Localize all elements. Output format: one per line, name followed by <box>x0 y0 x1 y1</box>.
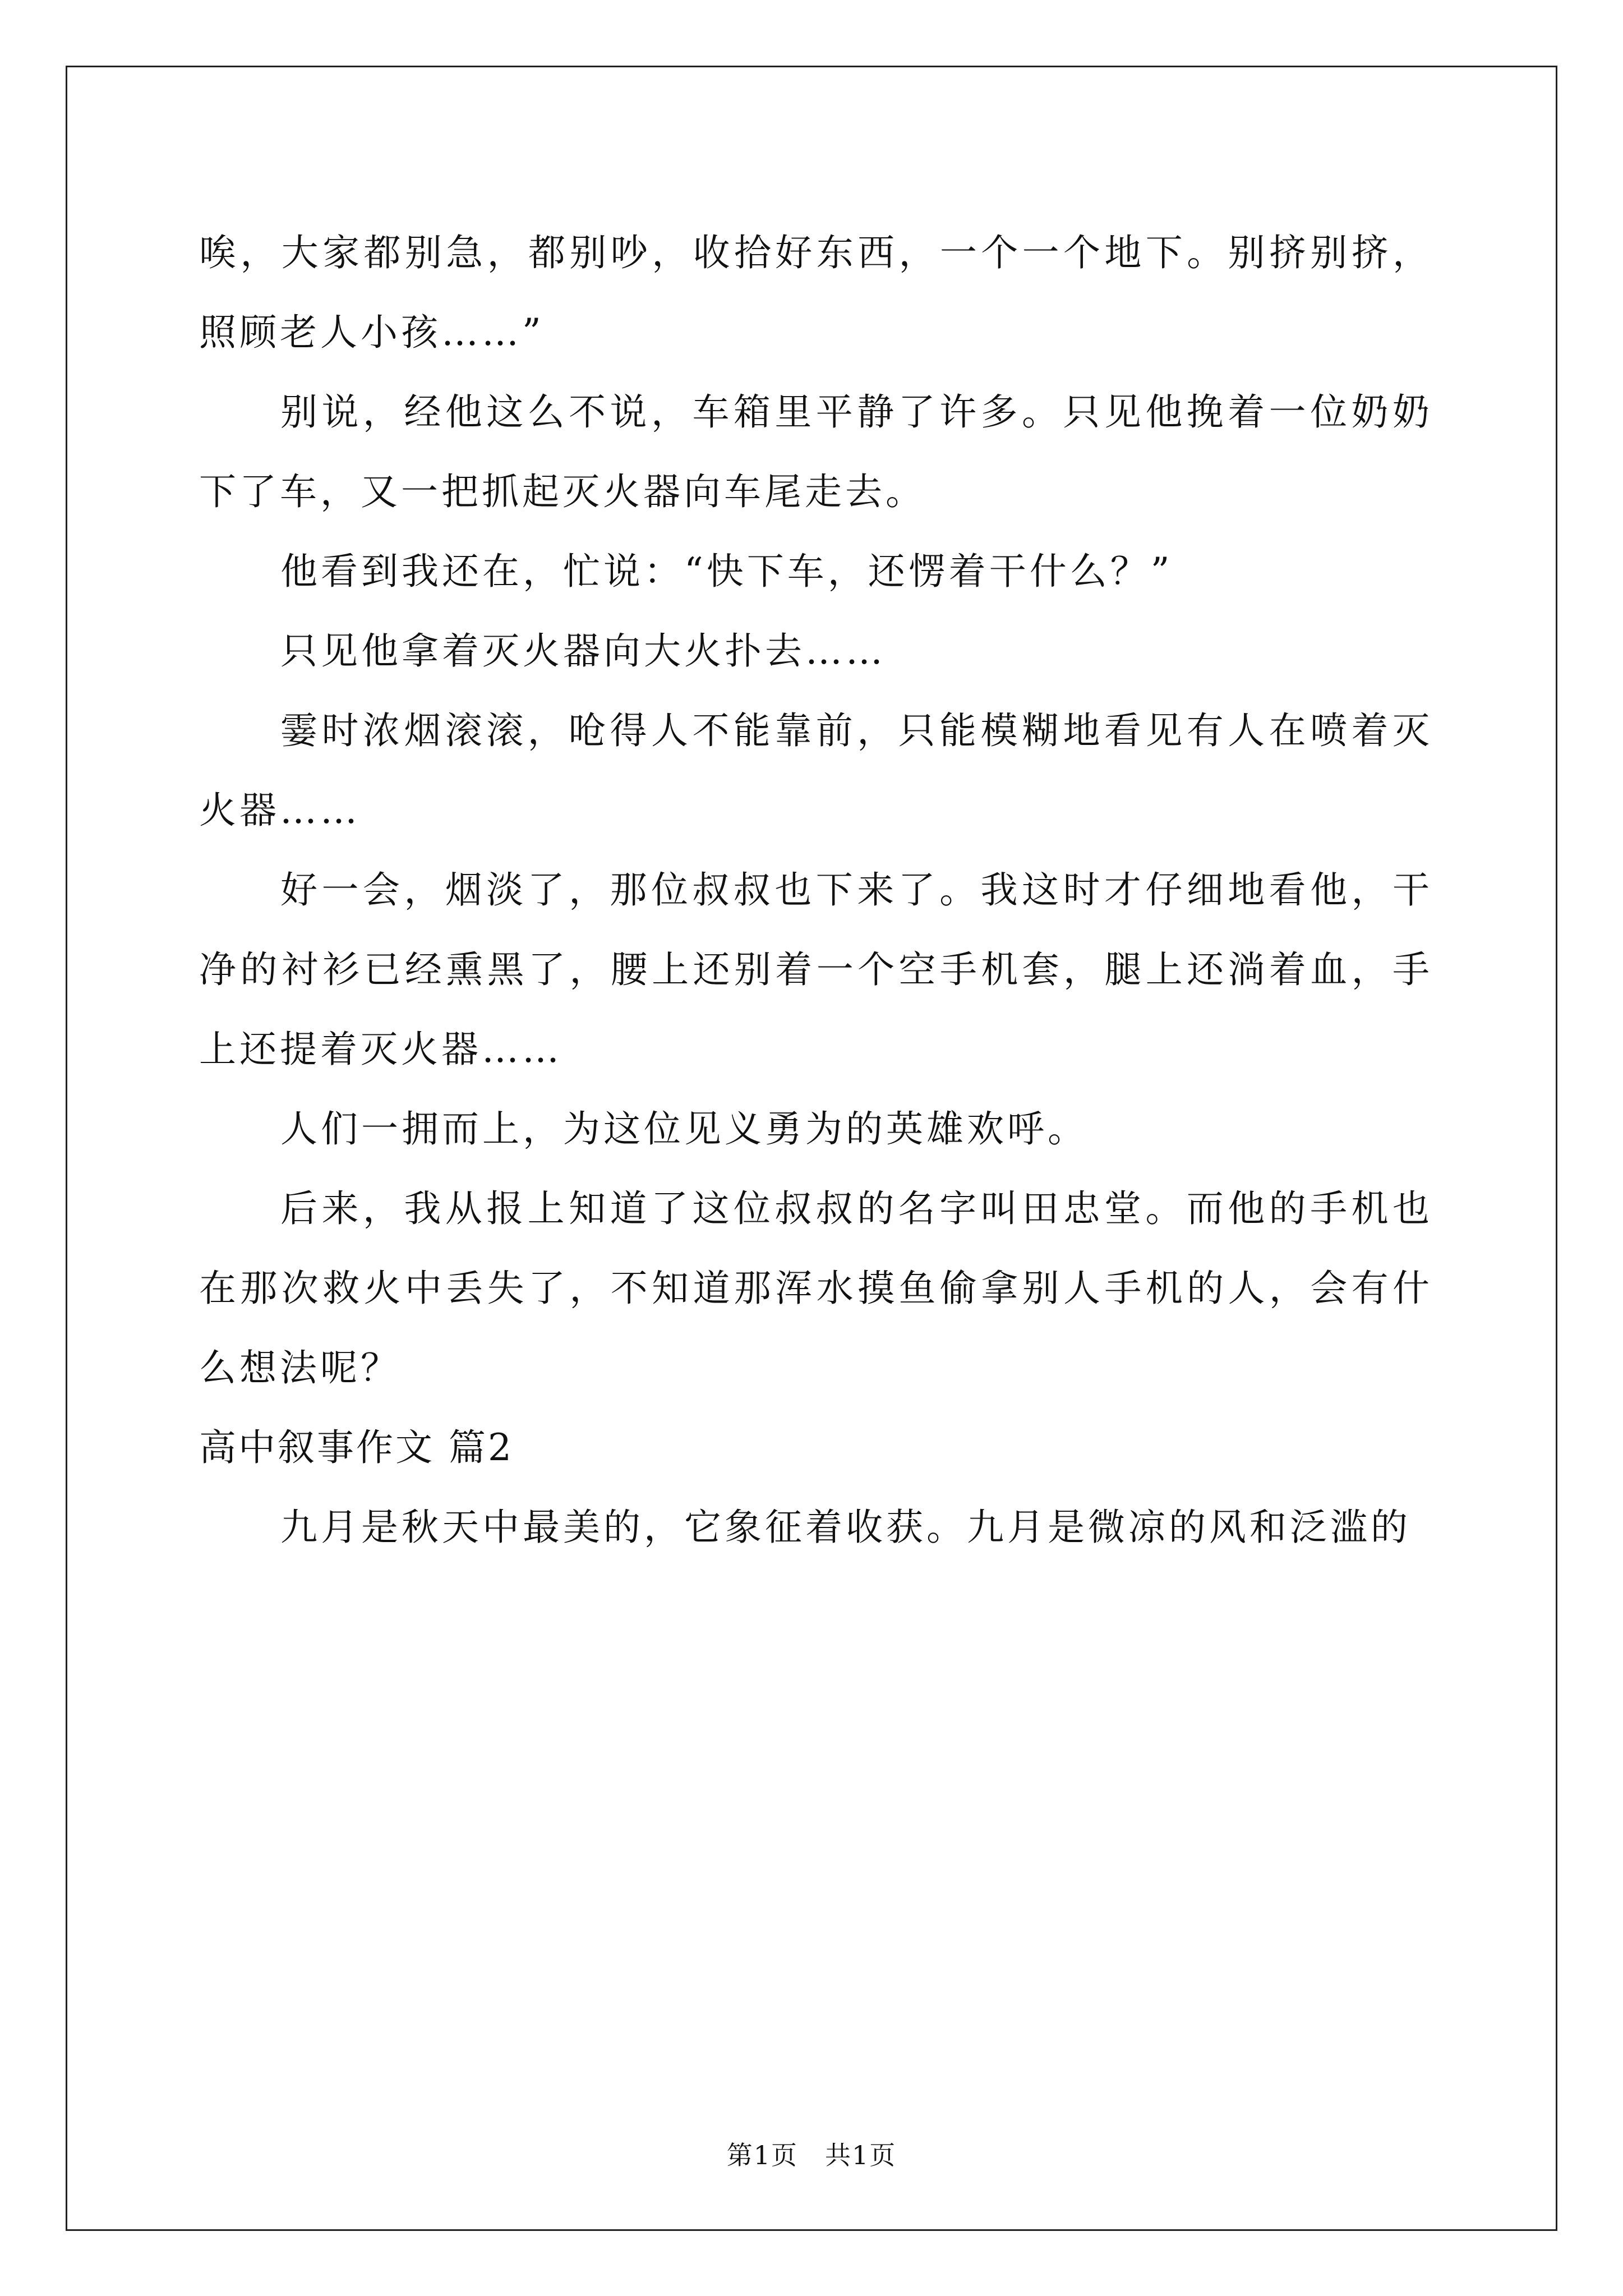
paragraph-5: 霎时浓烟滚滚，呛得人不能靠前，只能模糊地看见有人在喷着灭火器…… <box>199 709 1433 832</box>
paragraph-6: 好一会，烟淡了，那位叔叔也下来了。我这时才仔细地看他，干净的衬衫已经熏黑了，腰上还别着一个空手机套，腿上还淌着血，手上还提着灭火器…… <box>199 868 1433 1071</box>
page-footer: 第1页 共1页 <box>726 2140 897 2170</box>
paragraph-4: 只见他拿着灭火器向大火扑去…… <box>280 629 886 673</box>
paragraph-2: 别说，经他这么不说，车箱里平静了许多。只见他挽着一位奶奶下了车，又一把抓起灭火器向车尾走去。 <box>199 390 1433 513</box>
paragraph-7: 人们一拥而上，为这位见义勇为的英雄欢呼。 <box>280 1107 1088 1151</box>
paragraph-3: 他看到我还在，忙说：“快下车，还愣着干什么？” <box>280 550 1173 593</box>
section-heading: 高中叙事作文 篇2 <box>199 1426 514 1469</box>
paragraph-8: 后来，我从报上知道了这位叔叔的名字叫田忠堂。而他的手机也在那次救火中丢失了，不知道那浑水摸鱼偷拿别人手机的人，会有什么想法呢？ <box>199 1187 1433 1389</box>
document-body <box>199 213 1433 1567</box>
paragraph-9: 九月是秋天中最美的，它象征着收获。九月是微凉的风和泛滥的 <box>280 1506 1411 1549</box>
paragraph-1: 唉，大家都别急，都别吵，收拾好东西，一个一个地下。别挤别挤，照顾老人小孩……” <box>199 231 1433 354</box>
